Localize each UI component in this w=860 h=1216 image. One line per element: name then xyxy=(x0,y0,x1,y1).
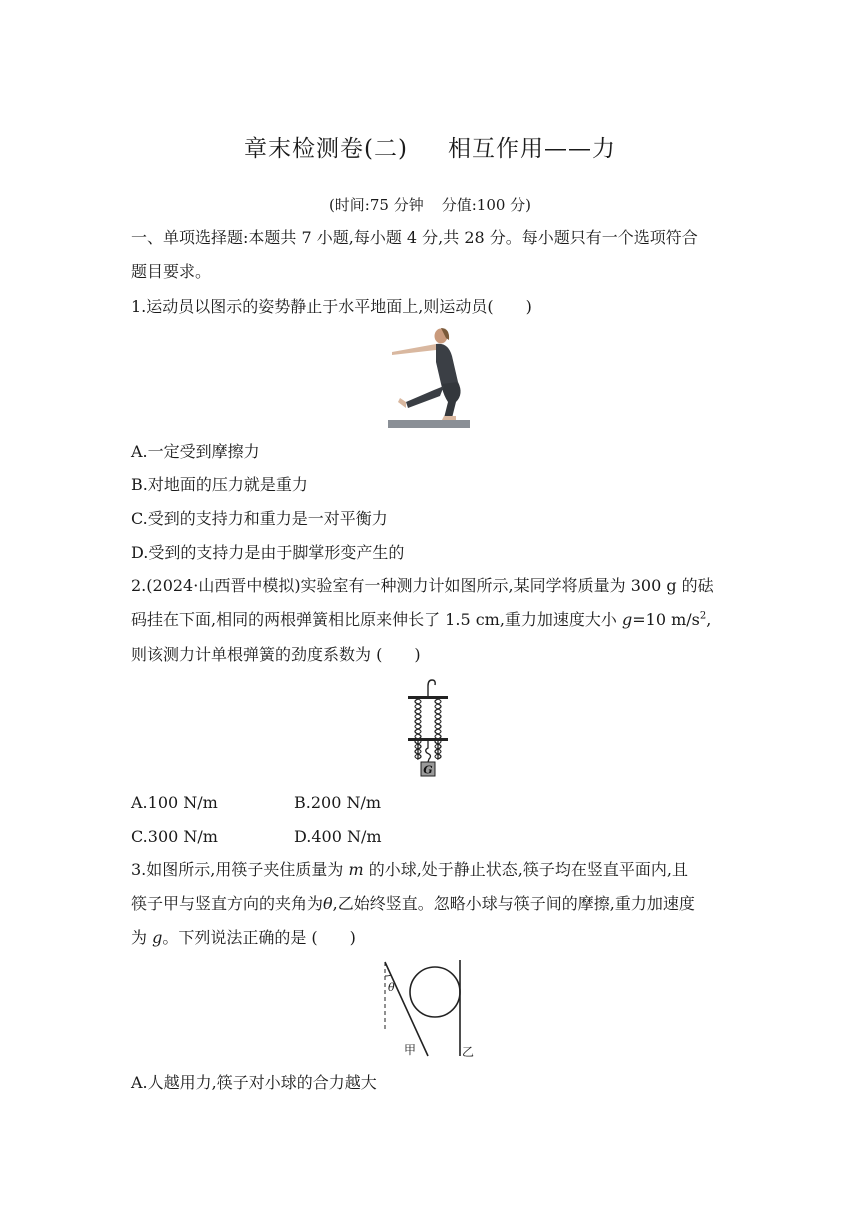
q2-option-d: D.400 N/m xyxy=(294,827,382,846)
title-chapter: 章末检测卷(二) xyxy=(244,136,408,162)
q2-bottom-hook xyxy=(426,741,431,762)
q1-athlete-figure xyxy=(386,322,472,430)
q2-line2-end: , xyxy=(706,610,712,629)
q3-label-jia: 甲 xyxy=(404,1043,417,1057)
q1-athlete-torso xyxy=(436,344,458,388)
q2-top-bar xyxy=(408,696,448,699)
q2-line2-post: =10 m/s xyxy=(632,610,700,629)
q3-chopstick-jia xyxy=(385,962,428,1056)
q3-theta-symbol: θ xyxy=(323,894,333,913)
section-heading-line2: 题目要求。 xyxy=(131,262,212,281)
q2-g-symbol: g xyxy=(622,610,633,629)
q2-top-hook xyxy=(428,680,435,696)
q3-angle-arc xyxy=(385,975,391,976)
q2-line2-pre: 码挂在下面,相同的两根弹簧相比原来伸长了 1.5 cm,重力加速度大小 xyxy=(131,610,623,629)
q1-option-a: A.一定受到摩擦力 xyxy=(131,442,260,461)
q2-option-a: A.100 N/m xyxy=(131,793,218,812)
q3-line3-pre: 为 xyxy=(131,928,153,947)
q3-line2-pre: 筷子甲与竖直方向的夹角为 xyxy=(131,894,324,913)
q2-option-c: C.300 N/m xyxy=(131,827,218,846)
exam-score: 分值:100 分) xyxy=(441,196,532,214)
q3-chopsticks-figure xyxy=(376,958,486,1062)
q1-option-d: D.受到的支持力是由于脚掌形变产生的 xyxy=(131,543,405,562)
exam-meta xyxy=(0,194,860,215)
q3-stem-line2 xyxy=(131,887,731,921)
q3-g-symbol: g xyxy=(152,928,163,947)
q3-line1-post: 的小球,处于静止状态,筷子均在竖直平面内,且 xyxy=(363,860,688,879)
q2-stem-line3: 则该测力计单根弹簧的劲度系数为 ( ) xyxy=(131,645,421,664)
q1-stem: 1.运动员以图示的姿势静止于水平地面上,则运动员( ) xyxy=(131,297,532,316)
q3-option-a: A.人越用力,筷子对小球的合力越大 xyxy=(131,1073,377,1092)
q3-line3-post: 。下列说法正确的是 ( ) xyxy=(162,928,356,947)
q3-label-yi: 乙 xyxy=(462,1045,475,1059)
page-title xyxy=(0,130,860,163)
q3-line1-pre: 3.如图所示,用筷子夹住质量为 xyxy=(131,860,349,879)
q1-athlete-bent-leg xyxy=(442,382,461,418)
q2-spring-scale-figure xyxy=(404,676,452,780)
q1-athlete-extended-leg xyxy=(406,386,444,408)
q3-ball xyxy=(410,967,460,1017)
q3-stem-line3 xyxy=(131,921,731,955)
q1-floor xyxy=(388,420,470,428)
q2-stem-line2 xyxy=(131,603,731,637)
q3-m-symbol: m xyxy=(348,860,364,879)
q1-option-c: C.受到的支持力和重力是一对平衡力 xyxy=(131,509,388,528)
q2-bottom-bar xyxy=(408,738,448,741)
q3-line2-post: ,乙始终竖直。忽略小球与筷子间的摩擦,重力加速度 xyxy=(332,894,695,913)
q2-stem-line1: 2.(2024·山西晋中模拟)实验室有一种测力计如图所示,某同学将质量为 300 g 的砝 xyxy=(131,576,714,595)
q1-option-b: B.对地面的压力就是重力 xyxy=(131,475,308,494)
q3-stem-line1 xyxy=(131,853,731,887)
q2-superscript: 2 xyxy=(699,610,707,622)
title-topic: 相互作用——力 xyxy=(447,136,616,162)
section-heading-line1: 一、单项选择题:本题共 7 小题,每小题 4 分,共 28 分。每小题只有一个选项符合 xyxy=(131,228,698,247)
exam-time: (时间:75 分钟 xyxy=(328,196,424,214)
q2-weight-label: G xyxy=(423,763,433,777)
q3-theta-label: θ xyxy=(388,981,395,994)
q1-athlete-arms xyxy=(392,344,436,355)
q2-option-b: B.200 N/m xyxy=(294,793,382,812)
